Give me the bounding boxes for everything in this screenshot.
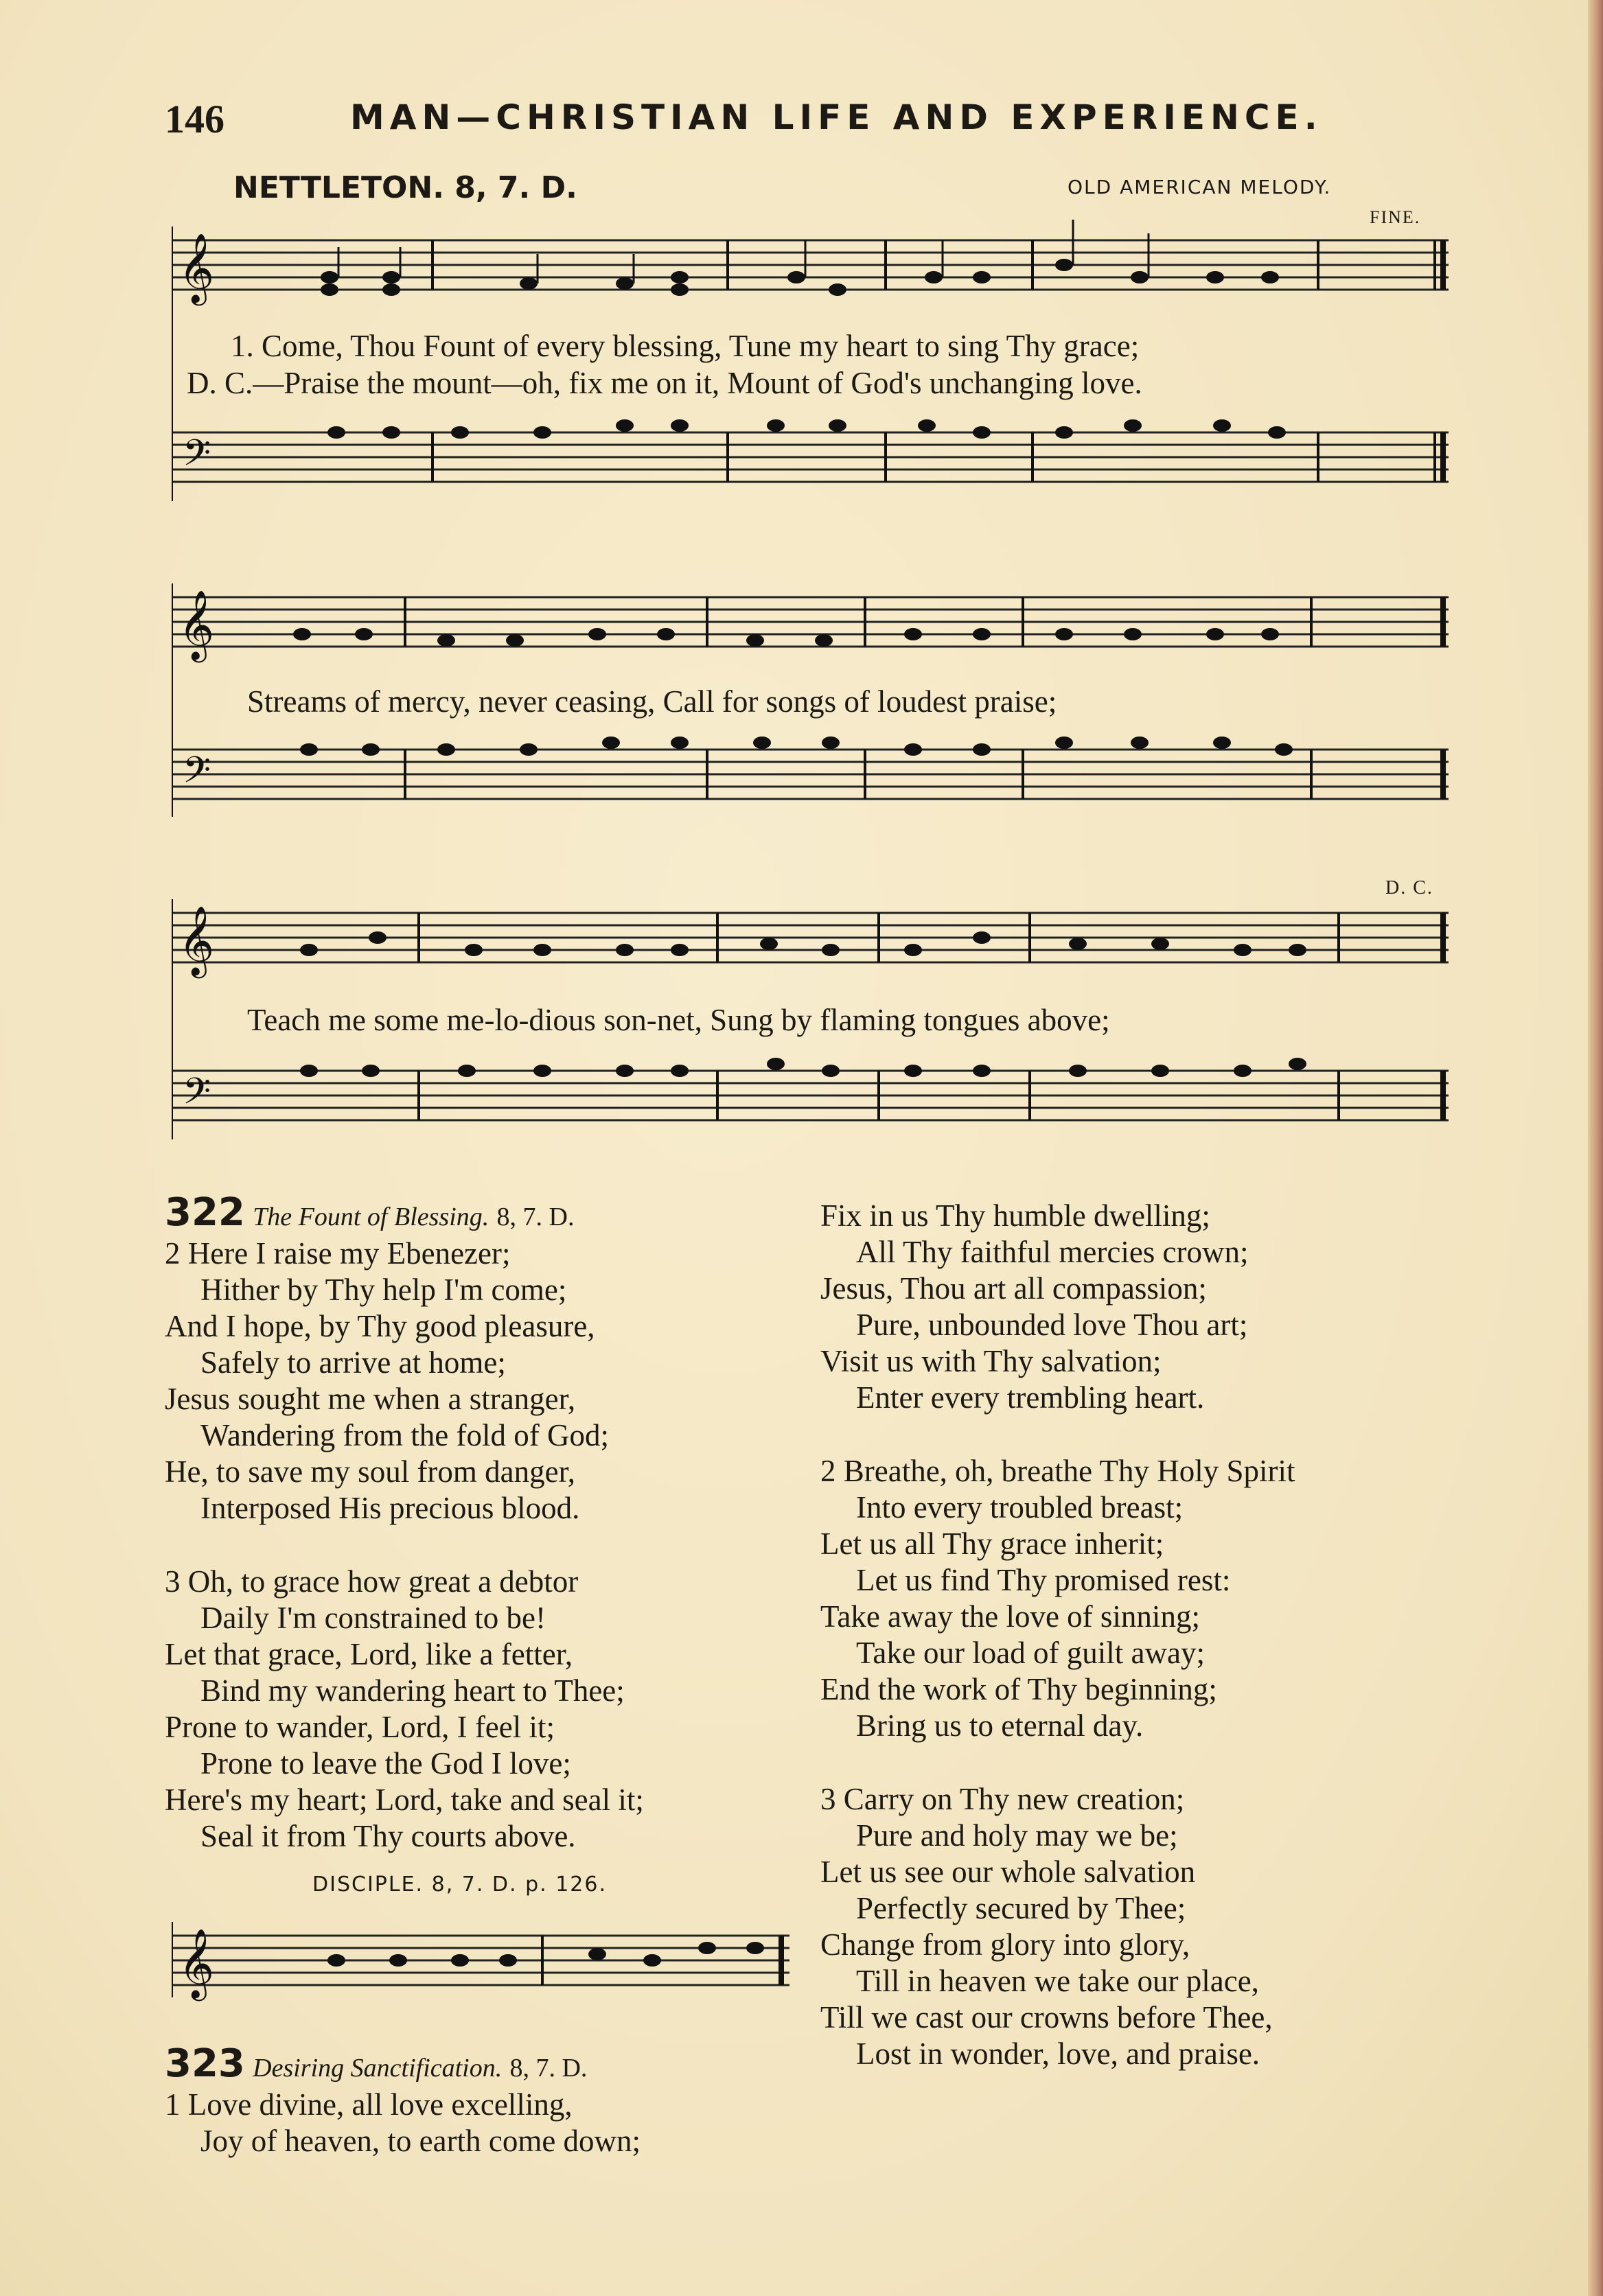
verse-line: Pure and holy may we be; [856,1818,1178,1853]
hymn-title-323: Desiring Sanctification. [253,2054,503,2083]
verse-line: Seal it from Thy courts above. [200,1819,576,1853]
svg-text:𝄢: 𝄢 [183,1071,211,1122]
verse-line: End the work of Thy beginning; [820,1672,1217,1706]
svg-text:𝄞: 𝄞 [178,1927,215,1998]
verse-line: Pure, unbounded love Thou art; [856,1308,1248,1342]
verse-line: Safely to arrive at home; [200,1345,506,1380]
verse-line: Wandering from the fold of God; [200,1418,609,1452]
treble-staff [172,913,1449,962]
verse-line: Enter every trembling heart. [856,1380,1205,1415]
verse-line: Let us see our whole salvation [820,1855,1196,1889]
hymn-323-verse-1-start [165,2087,803,2159]
verse-line: Take away the love of sinning; [820,1599,1200,1634]
hymn-meter-322: 8, 7. D. [496,1203,575,1231]
stanza-gap [165,1527,803,1564]
verse-line: Till we cast our crowns before Thee, [820,2000,1273,2034]
lyric-line-3: Teach me some me-lo-dious son-net, Sung by flaming tongues above; [247,1003,1110,1037]
bass-staff [172,1071,1449,1120]
verse-line: Lost in wonder, love, and praise. [856,2037,1260,2071]
verse-line: 1 Love divine, all love excelling, [165,2087,573,2122]
dc-mark: D. C. [1385,877,1433,898]
verse-line: Joy of heaven, to earth come down; [200,2124,641,2158]
verse-line: 3 Oh, to grace how great a debtor [165,1564,579,1599]
verse-line: Let us all Thy grace inherit; [820,1527,1164,1561]
verse-line: 2 Breathe, oh, breathe Thy Holy Spirit [820,1454,1295,1488]
verse-line: Till in heaven we take our place, [856,1964,1259,1998]
verse-line: Change from glory into glory, [820,1927,1190,1962]
hymn-number-323: 323 [165,2041,245,2086]
treble-staff [172,240,1449,290]
bass-staff [172,750,1449,799]
verse-line: Let us find Thy promised rest: [856,1563,1231,1597]
verse-line: Interposed His precious blood. [200,1491,580,1525]
verse-line: Prone to leave the God I love; [200,1746,571,1781]
lyric-line-2: Streams of mercy, never ceasing, Call for songs of loudest praise; [247,684,1057,719]
verse-line: Hither by Thy help I'm come; [200,1273,567,1307]
svg-text:𝄢: 𝄢 [183,750,211,800]
verse-line: Bind my wandering heart to Thee; [200,1673,625,1708]
lyric-line-1: 1. Come, Thou Fount of every blessing, Tune my heart to sing Thy grace; [231,329,1140,363]
hymn-323-column [165,2041,803,2159]
hymn-title-322: The Fount of Blessing. [253,1203,489,1231]
hymn-number-322: 322 [165,1190,245,1235]
svg-text:𝄢: 𝄢 [183,432,211,483]
svg-text:𝄞: 𝄞 [178,589,215,660]
hymn-322-verses [165,1236,803,1855]
section-title: MAN—CHRISTIAN LIFE AND EXPERIENCE. [350,97,1323,137]
verse-line: Prone to wander, Lord, I feel it; [165,1710,555,1744]
hymn-meter-323: 8, 7. D. [509,2054,588,2083]
verse-line: All Thy faithful mercies crown; [856,1235,1249,1269]
svg-text:𝄞: 𝄞 [178,905,215,975]
lyric-line-1-dc: D. C.—Praise the mount—oh, fix me on it, Mount of God's unchanging love. [187,366,1142,400]
verse-line: Jesus, Thou art all compassion; [820,1271,1207,1306]
verse-line: Here's my heart; Lord, take and seal it; [165,1783,644,1817]
verse-line: Bring us to eternal day. [856,1708,1144,1743]
disciple-tune-ref: DISCIPLE. 8, 7. D. p. 126. [312,1872,608,1897]
svg-text:𝄞: 𝄞 [178,232,215,303]
tune-source: OLD AMERICAN MELODY. [1068,176,1332,198]
hymn-322-column [165,1190,803,1855]
hymn-323-verses [820,1198,1514,2072]
verse-line: Daily I'm constrained to be! [200,1601,546,1635]
verse-line: Into every troubled breast; [856,1490,1184,1524]
stanza-gap [820,1416,1514,1453]
stanza-gap [820,1744,1514,1781]
verse-line: Take our load of guilt away; [856,1636,1205,1670]
fine-mark: FINE. [1370,207,1421,227]
verse-line: Fix in us Thy humble dwelling; [820,1198,1210,1233]
bass-staff [172,432,1449,482]
page-number: 146 [165,97,224,141]
hymn-323-right-column [820,1198,1514,2072]
verse-line: And I hope, by Thy good pleasure, [165,1309,595,1343]
verse-line: Perfectly secured by Thee; [856,1891,1186,1925]
page-edge [1588,0,1603,2296]
verse-line: Let that grace, Lord, like a fetter, [165,1637,573,1671]
disciple-music-staff [172,1922,789,2018]
verse-line: He, to save my soul from danger, [165,1454,576,1489]
tune-name: NETTLETON. 8, 7. D. [233,170,577,205]
music-system-1 [172,213,1455,515]
verse-line: 2 Here I raise my Ebenezer; [165,1236,511,1271]
verse-line: Jesus sought me when a stranger, [165,1382,576,1416]
verse-line: Visit us with Thy salvation; [820,1344,1162,1378]
verse-line: 3 Carry on Thy new creation; [820,1782,1185,1816]
